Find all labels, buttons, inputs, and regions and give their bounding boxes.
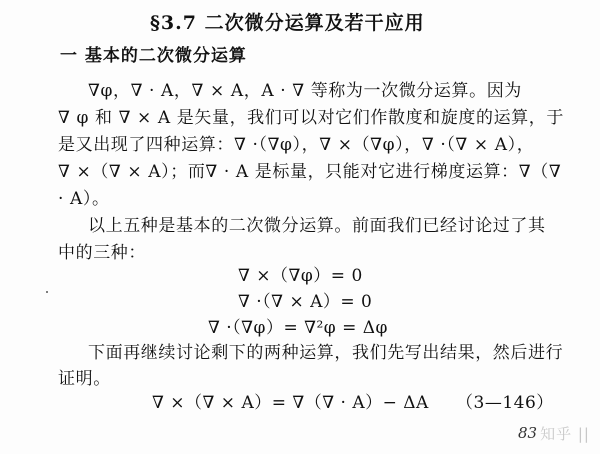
paragraph-line: ∇ ×（∇ × A）；而∇ · A 是标量，只能对它进行梯度运算：∇（∇ <box>58 162 562 182</box>
paragraph-line: ∇ φ 和 ∇ × A 是矢量，我们可以对它们作散度和旋度的运算，于 <box>58 108 564 128</box>
scan-speck <box>46 291 48 293</box>
section-heading: §3.7 二次微分运算及若干应用 <box>150 12 425 34</box>
paragraph-line: 中的三种： <box>58 243 146 263</box>
numbered-equation: ∇ ×（∇ × A）= ∇（∇ · A）− ΔA <box>152 393 429 413</box>
watermark: 知乎 || <box>540 425 590 443</box>
paragraph-line: 以上五种是基本的二次微分运算。前面我们已经讨论过了其 <box>88 216 546 236</box>
paragraph-line: 下面再继续讨论剩下的两种运算，我们先写出结果，然后进行 <box>88 343 564 363</box>
equation: ∇ ×（∇φ）= 0 <box>238 266 363 286</box>
equation: ∇ ·（∇ × A）= 0 <box>238 292 373 312</box>
page-number: 83 <box>518 424 538 442</box>
equation: ∇ ·（∇φ）= ∇²φ = Δφ <box>208 318 388 338</box>
paragraph-line: 是又出现了四种运算：∇ ·（∇φ），∇ ×（∇φ），∇ ·（∇ × A）， <box>58 135 535 155</box>
paragraph-line: 证明。 <box>58 369 111 389</box>
paragraph-line: · A）。 <box>58 189 110 209</box>
subsection-heading: 一 基本的二次微分运算 <box>60 46 247 66</box>
paragraph-line: ∇φ，∇ · A，∇ × A，A · ∇ 等称为一次微分运算。因为 <box>88 81 522 101</box>
equation-number: （3—146） <box>456 393 554 413</box>
